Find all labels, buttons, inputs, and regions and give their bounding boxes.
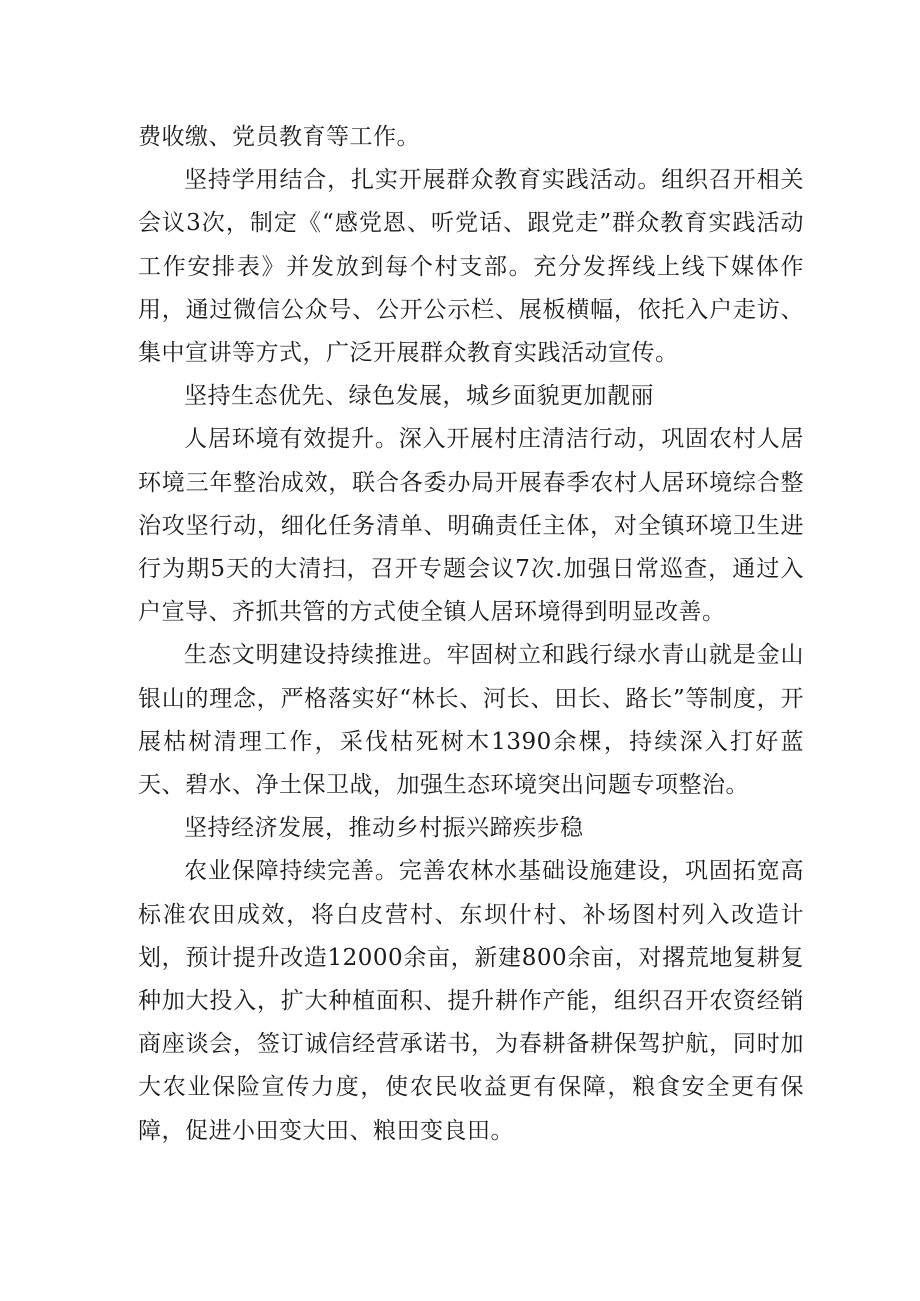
paragraph-living-environment: 人居环境有效提升。深入开展村庄清洁行动，巩固农村人居环境三年整治成效，联合各委办局开展春季农村人居环境综合整治攻坚行动，细化任务清单、明确责任主体，对全镇环境卫生进行为期5天的大清扫，召开专题会议7次.加强日常巡查，通过入户宣导、齐抓共管的方式使全镇人居环境得到明显改善。 bbox=[138, 426, 804, 626]
paragraph-continuation: 费收缴、党员教育等工作。 bbox=[138, 124, 420, 150]
document-body bbox=[138, 116, 804, 1153]
paragraph-ecological-civilization: 生态文明建设持续推进。牢固树立和践行绿水青山就是金山银山的理念，严格落实好“林长、河长、田长、路长”等制度，开展枯树清理工作，采伐枯死树木1390余棵，持续深入打好蓝天、碧水、净土保卫战，加强生态环境突出问题专项整治。 bbox=[138, 642, 804, 799]
paragraph-agriculture: 农业保障持续完善。完善农林水基础设施建设，巩固拓宽高标准农田成效，将白皮营村、东坝什村、补场图村列入改造计划，预计提升改造12000余亩，新建800余亩，对撂荒地复耕复种加大投入，扩大种植面积、提升耕作产能，组织召开农资经销商座谈会，签订诚信经营承诺书，为春耕备耕保驾护航，同时加大农业保险宣传力度，使农民收益更有保障，粮食安全更有保障，促进小田变大田、粮田变良田。 bbox=[138, 858, 804, 1144]
section-heading-ecology: 坚持生态优先、绿色发展，城乡面貌更加靓丽 bbox=[184, 383, 654, 410]
section-heading-economy: 坚持经济发展，推动乡村振兴蹄疾步稳 bbox=[184, 815, 584, 842]
paragraph-education-practice: 坚持学用结合，扎实开展群众教育实践活动。组织召开相关会议3次，制定《“感党恩、听党话、跟党走”群众教育实践活动工作安排表》并发放到每个村支部。充分发挥线上线下媒体作用，通过微信公众号、公开公示栏、展板横幅，依托入户走访、集中宣讲等方式，广泛开展群众教育实践活动宣传。 bbox=[138, 167, 804, 367]
